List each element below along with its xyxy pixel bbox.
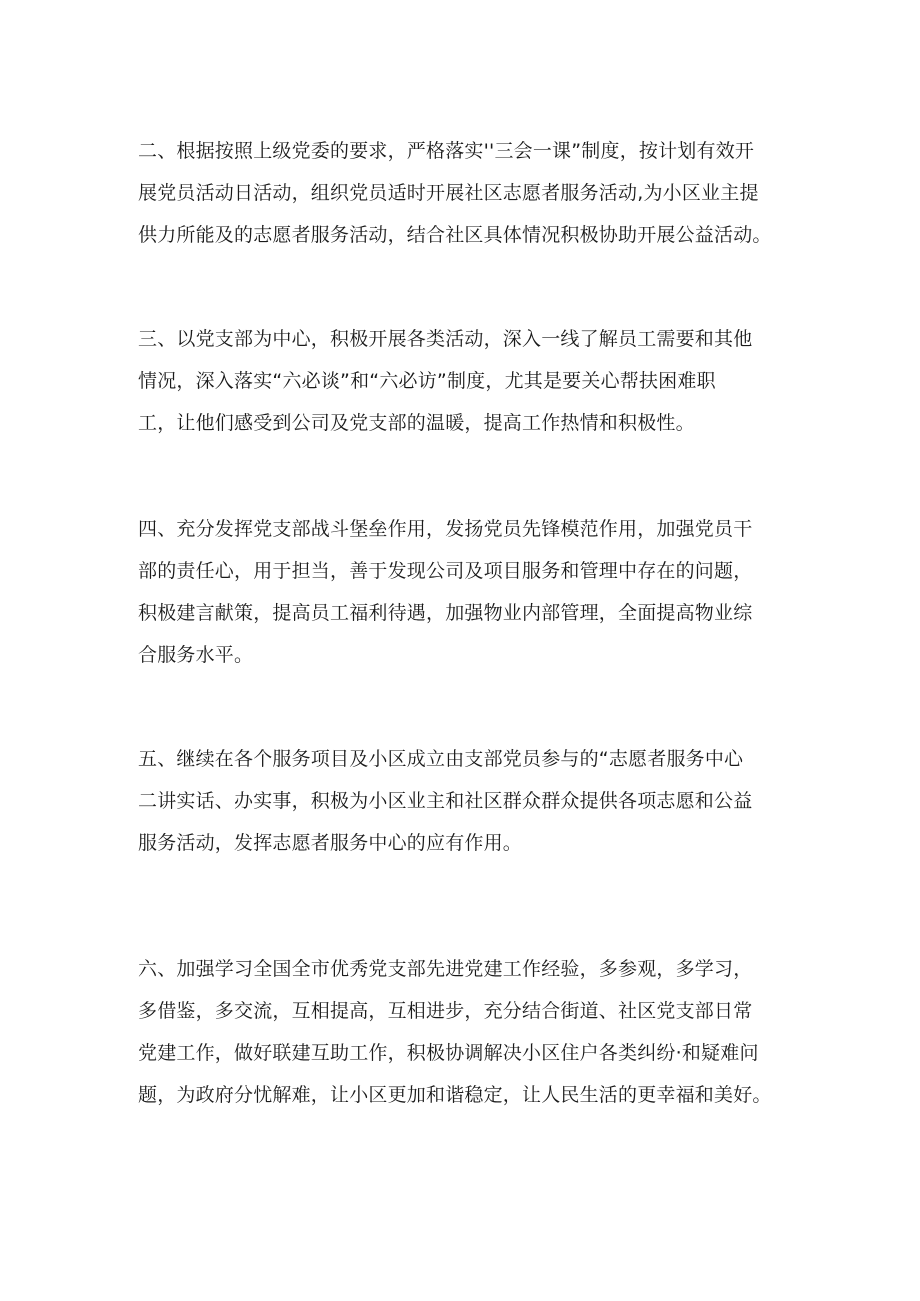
paragraph-line: 四、充分发挥党支部战斗堡垒作用，发扬党员先锋模范作用，加强党员干 — [138, 518, 753, 540]
paragraph-line: 三、以党支部为中心，积极开展各类活动，深入一线了解员工需要和其他 — [138, 328, 753, 350]
paragraph-line: 积极建言献策，提高员工福利待遇，加强物业内部管理，全面提高物业综 — [138, 602, 753, 624]
paragraph-5 — [138, 738, 808, 864]
paragraph-6 — [138, 948, 808, 1116]
paragraph-line: 二讲实话、办实事，积极为小区业主和社区群众群众提供各项志愿和公益 — [138, 790, 753, 812]
paragraph-line: 题，为政府分忧解难，让小区更加和谐稳定，让人民生活的更幸福和美好。 — [138, 1084, 772, 1106]
paragraph-4 — [138, 508, 808, 676]
paragraph-line: 服务活动，发挥志愿者服务中心的应有作用。 — [138, 832, 523, 854]
paragraph-line: 工，让他们感受到公司及党支部的温暖，提高工作热情和积极性。 — [138, 412, 695, 434]
paragraph-line: 供力所能及的志愿者服务活动，结合社区具体情况积极协助开展公益活动。 — [138, 224, 772, 246]
paragraph-line: 合服务水平。 — [138, 644, 254, 666]
paragraph-line: 五、继续在各个服务项目及小区成立由支部党员参与的“志愿者服务中心 — [138, 748, 744, 770]
paragraph-line: 部的责任心，用于担当，善于发现公司及项目服务和管理中存在的问题， — [138, 560, 753, 582]
paragraph-2 — [138, 130, 808, 256]
paragraph-line: 二、根据按照上级党委的要求，严格落实''三会一课”制度，按计划有效开 — [138, 140, 755, 162]
paragraph-line: 党建工作，做好联建互助工作，积极协调解决小区住户各类纠纷·和疑难问 — [138, 1042, 759, 1064]
paragraph-line: 多借鉴，多交流，互相提高，互相进步，充分结合街道、社区党支部日常 — [138, 1000, 753, 1022]
paragraph-3 — [138, 318, 808, 444]
paragraph-line: 六、加强学习全国全市优秀党支部先进党建工作经验，多参观，多学习， — [138, 958, 753, 980]
paragraph-line: 情况，深入落实“六必谈”和“六必访”制度，尤其是要关心帮扶困难职 — [138, 370, 716, 392]
paragraph-line: 展党员活动日活动，组织党员适时开展社区志愿者服务活动,为小区业主提 — [138, 182, 759, 204]
